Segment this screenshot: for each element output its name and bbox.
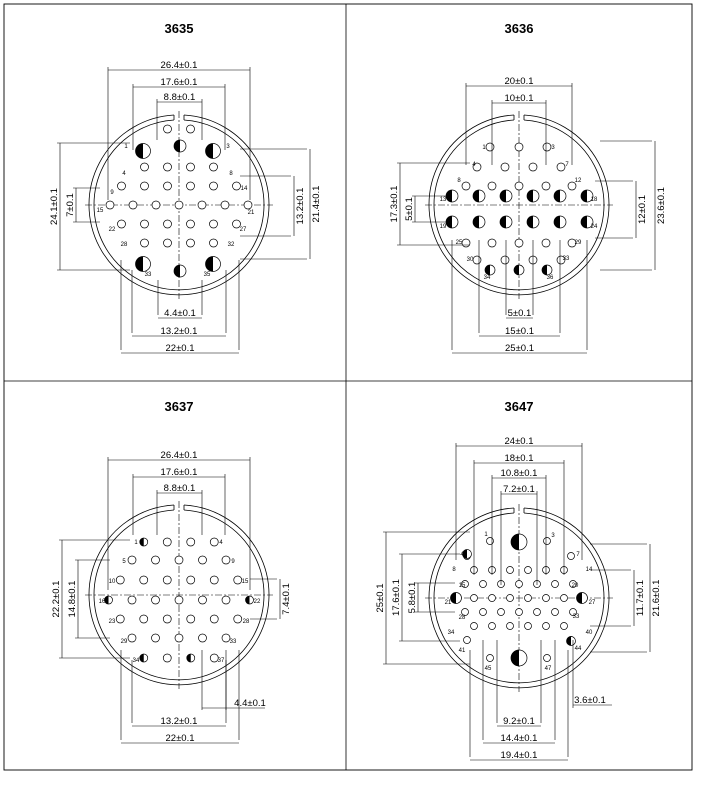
dimension-label: 19.4±0.1 xyxy=(500,750,538,761)
contact-pin xyxy=(234,615,242,623)
contact-pin xyxy=(516,581,523,588)
contact-pin xyxy=(501,163,509,171)
dimension-label: 18±0.1 xyxy=(504,453,534,464)
contact-pin xyxy=(552,609,559,616)
pin-number: 3 xyxy=(226,144,230,150)
contact-pin xyxy=(116,576,124,584)
pin-number: 7 xyxy=(565,162,569,168)
pin-number: 14 xyxy=(585,567,593,573)
contact-pin xyxy=(128,634,136,642)
contact-pin xyxy=(525,595,532,602)
contact-pin xyxy=(487,538,494,545)
dimension-label: 22±0.1 xyxy=(165,343,195,354)
drawing-title: 3637 xyxy=(164,399,194,414)
pin-number: 30 xyxy=(466,257,474,263)
dimension-label: 13.2±0.1 xyxy=(295,187,306,225)
contact-pin xyxy=(480,581,487,588)
pin-number: 45 xyxy=(484,666,492,672)
contact-pin xyxy=(164,182,172,190)
pin-number: 10 xyxy=(108,579,116,585)
drawing-title: 3647 xyxy=(504,399,534,414)
contact-pin xyxy=(163,538,171,546)
contact-pin xyxy=(164,125,172,133)
contact-pin xyxy=(199,596,207,604)
contact-pin xyxy=(552,581,559,588)
pin-number: 4 xyxy=(460,552,464,558)
pin-number: 19 xyxy=(439,224,447,230)
contact-fill xyxy=(140,654,144,662)
contact-pin xyxy=(473,256,481,264)
contact-fill xyxy=(577,593,583,604)
contact-pin xyxy=(222,596,230,604)
pin-number: 47 xyxy=(544,666,552,672)
contact-pin xyxy=(233,182,241,190)
contact-fill xyxy=(500,190,506,202)
contact-pin xyxy=(501,256,509,264)
contact-pin xyxy=(471,595,478,602)
contact-pin xyxy=(507,567,514,574)
dimension-label: 23.6±0.1 xyxy=(656,187,667,224)
contact-pin xyxy=(187,125,195,133)
dimension-label: 13.2±0.1 xyxy=(160,716,198,727)
contact-pin xyxy=(163,615,171,623)
contact-pin xyxy=(175,556,183,564)
contact-pin xyxy=(152,634,160,642)
pin-number: 23 xyxy=(108,619,116,625)
contact-pin xyxy=(128,596,136,604)
contact-pin xyxy=(198,201,206,209)
contact-pin xyxy=(462,239,470,247)
pin-number: 33 xyxy=(562,256,570,262)
contact-pin xyxy=(515,239,523,247)
pin-number: 22 xyxy=(253,599,261,605)
dimension-label: 25±0.1 xyxy=(375,583,386,613)
contact-fill xyxy=(567,637,572,646)
pin-number: 34 xyxy=(132,658,140,664)
pin-number: 9 xyxy=(110,190,114,196)
contact-pin xyxy=(187,182,195,190)
pin-number: 15 xyxy=(96,208,104,214)
contact-fill xyxy=(554,190,560,202)
dimension-label: 8.8±0.1 xyxy=(163,92,196,103)
contact-pin xyxy=(141,220,149,228)
contact-fill xyxy=(514,265,519,275)
contact-pin xyxy=(525,623,532,630)
contact-pin xyxy=(544,538,551,545)
dimension-label: 26.4±0.1 xyxy=(160,60,198,71)
contact-pin xyxy=(187,239,195,247)
contact-fill xyxy=(174,265,180,277)
dimension-label: 7.4±0.1 xyxy=(281,583,292,615)
contact-fill xyxy=(136,257,144,272)
pin-number: 28 xyxy=(242,619,250,625)
contact-fill xyxy=(136,144,144,159)
pin-number: 9 xyxy=(231,559,235,565)
dimension-label: 20±0.1 xyxy=(504,76,534,87)
contact-fill xyxy=(174,140,180,152)
pin-number: 24 xyxy=(590,224,598,230)
contact-pin xyxy=(489,595,496,602)
contact-fill xyxy=(473,190,479,202)
dimension-label: 5±0.1 xyxy=(507,308,532,319)
pin-number: 21 xyxy=(247,210,255,216)
dimension-label: 5.8±0.1 xyxy=(407,581,418,614)
contact-pin xyxy=(489,623,496,630)
contact-fill xyxy=(473,216,479,228)
pin-number: 4 xyxy=(219,540,223,546)
contact-pin xyxy=(487,655,494,662)
contact-pin xyxy=(221,201,229,209)
pin-number: 15 xyxy=(458,583,466,589)
contact-pin xyxy=(210,239,218,247)
contact-pin xyxy=(557,163,565,171)
contact-fill xyxy=(500,216,506,228)
contact-pin xyxy=(544,655,551,662)
contact-pin xyxy=(175,634,183,642)
pin-number: 8 xyxy=(452,567,456,573)
contact-pin xyxy=(488,239,496,247)
contact-fill xyxy=(527,190,533,202)
contact-pin xyxy=(163,576,171,584)
contact-pin xyxy=(118,220,126,228)
pin-number: 27 xyxy=(588,600,596,606)
pin-number: 41 xyxy=(458,648,466,654)
contact-pin xyxy=(210,538,218,546)
pin-number: 1 xyxy=(484,532,488,538)
contact-pin xyxy=(244,201,252,209)
pin-number: 37 xyxy=(217,658,225,664)
contact-pin xyxy=(199,556,207,564)
contact-pin xyxy=(515,143,523,151)
contact-pin xyxy=(164,239,172,247)
contact-pin xyxy=(471,623,478,630)
drawing-title: 3635 xyxy=(164,21,194,36)
dimension-label: 22.2±0.1 xyxy=(51,580,62,618)
dimension-label: 21.6±0.1 xyxy=(651,579,662,617)
pin-number: 34 xyxy=(447,630,455,636)
contact-pin xyxy=(542,182,550,190)
pin-number: 1 xyxy=(124,144,128,150)
contact-fill xyxy=(554,216,560,228)
contact-fill xyxy=(485,265,490,275)
pin-number: 4 xyxy=(122,171,126,177)
pin-number: 33 xyxy=(144,272,152,278)
dimension-label: 15±0.1 xyxy=(505,326,534,337)
contact-pin xyxy=(175,596,183,604)
contact-pin xyxy=(210,220,218,228)
contact-pin xyxy=(515,182,523,190)
contact-pin xyxy=(187,220,195,228)
contact-fill xyxy=(187,654,191,662)
contact-pin xyxy=(486,143,494,151)
dimension-label: 24.1±0.1 xyxy=(49,188,60,225)
pin-number: 13 xyxy=(439,197,447,203)
dimension-label: 9.2±0.1 xyxy=(503,716,535,727)
contact-fill xyxy=(581,190,587,202)
pin-number: 33 xyxy=(572,614,580,620)
pin-number: 29 xyxy=(120,639,128,645)
contact-pin xyxy=(116,615,124,623)
dimension-label: 12±0.1 xyxy=(637,195,648,224)
contact-pin xyxy=(543,595,550,602)
contact-pin xyxy=(464,637,471,644)
contact-pin xyxy=(210,163,218,171)
dimension-label: 17.6±0.1 xyxy=(160,467,198,478)
contact-pin xyxy=(152,596,160,604)
pin-number: 32 xyxy=(227,242,235,248)
dimension-label: 14.8±0.1 xyxy=(67,580,78,618)
contact-pin xyxy=(568,553,575,560)
pin-number: 35 xyxy=(203,272,211,278)
pin-number: 28 xyxy=(458,615,466,621)
contact-fill xyxy=(206,257,213,272)
dimension-label: 17.6±0.1 xyxy=(391,579,402,616)
pin-number: 20 xyxy=(571,583,579,589)
contact-pin xyxy=(561,595,568,602)
pin-number: 27 xyxy=(239,227,247,233)
contact-pin xyxy=(164,220,172,228)
contact-fill xyxy=(542,265,547,275)
pin-number: 22 xyxy=(108,227,116,233)
dimension-label: 24±0.1 xyxy=(504,436,534,447)
contact-pin xyxy=(106,201,114,209)
dimension-label: 8.8±0.1 xyxy=(163,483,196,494)
pin-number: 16 xyxy=(98,599,106,605)
contact-pin xyxy=(222,556,230,564)
dimension-label: 4.4±0.1 xyxy=(234,698,266,709)
dimension-label: 13.2±0.1 xyxy=(160,326,198,337)
contact-pin xyxy=(210,615,218,623)
pin-number: 40 xyxy=(585,630,593,636)
drawing-title: 3636 xyxy=(504,21,534,36)
contact-pin xyxy=(140,615,148,623)
dimension-label: 7±0.1 xyxy=(65,193,76,217)
pin-number: 12 xyxy=(574,178,582,184)
pin-number: 14 xyxy=(240,186,248,192)
pin-number: 15 xyxy=(241,579,249,585)
contact-fill xyxy=(206,144,213,159)
contact-fill xyxy=(527,216,533,228)
contact-pin xyxy=(234,576,242,584)
pin-number: 21 xyxy=(444,600,452,606)
contact-pin xyxy=(507,623,514,630)
pin-number: 44 xyxy=(574,646,582,652)
contact-pin xyxy=(210,576,218,584)
dimension-label: 5±0.1 xyxy=(404,197,415,221)
contact-pin xyxy=(128,556,136,564)
pin-number: 33 xyxy=(229,639,237,645)
dimension-label: 21.4±0.1 xyxy=(311,185,322,223)
contact-pin xyxy=(187,576,195,584)
contact-pin xyxy=(164,163,172,171)
contact-pin xyxy=(187,538,195,546)
pin-number: 25 xyxy=(455,240,463,246)
contact-fill xyxy=(511,534,519,550)
dimension-label: 4.4±0.1 xyxy=(164,308,196,319)
contact-fill xyxy=(581,216,587,228)
contact-pin xyxy=(141,182,149,190)
drawing-3636 xyxy=(389,21,667,354)
contact-pin xyxy=(187,163,195,171)
contact-pin xyxy=(199,634,207,642)
pin-number: 28 xyxy=(120,242,128,248)
dimension-label: 26.4±0.1 xyxy=(160,450,198,461)
contact-pin xyxy=(516,609,523,616)
contact-pin xyxy=(480,609,487,616)
contact-pin xyxy=(140,576,148,584)
contact-pin xyxy=(507,595,514,602)
contact-pin xyxy=(542,239,550,247)
contact-pin xyxy=(141,163,149,171)
dimension-label: 11.7±0.1 xyxy=(635,579,646,617)
pin-number: 29 xyxy=(574,240,582,246)
pin-number: 8 xyxy=(229,171,233,177)
pin-number: 5 xyxy=(122,559,126,565)
contact-pin xyxy=(534,609,541,616)
pin-number: 3 xyxy=(551,145,555,151)
pin-number: 7 xyxy=(576,552,580,558)
pin-number: 8 xyxy=(457,178,461,184)
drawing-3637 xyxy=(51,399,292,744)
pin-number: 36 xyxy=(546,275,554,281)
contact-pin xyxy=(488,182,496,190)
drawing-3635 xyxy=(49,21,322,354)
pin-number: 1 xyxy=(482,145,486,151)
contact-pin xyxy=(210,182,218,190)
contact-pin xyxy=(529,163,537,171)
dimension-label: 7.2±0.1 xyxy=(503,484,535,495)
dimension-label: 10±0.1 xyxy=(504,93,534,104)
contact-pin xyxy=(525,567,532,574)
contact-pin xyxy=(498,609,505,616)
contact-pin xyxy=(129,201,137,209)
contact-pin xyxy=(187,615,195,623)
dimension-label: 14.4±0.1 xyxy=(500,733,538,744)
pin-number: 4 xyxy=(472,162,476,168)
drawing-3647 xyxy=(375,399,662,761)
contact-pin xyxy=(175,201,183,209)
dimension-label: 17.3±0.1 xyxy=(389,185,400,223)
dimension-label: 3.6±0.1 xyxy=(574,695,606,706)
contact-pin xyxy=(141,239,149,247)
pin-number: 1 xyxy=(134,540,138,546)
contact-fill xyxy=(246,596,250,604)
dimension-label: 17.6±0.1 xyxy=(160,77,198,88)
pin-number: 3 xyxy=(551,533,555,539)
contact-fill xyxy=(511,650,519,666)
contact-pin xyxy=(152,201,160,209)
dimension-label: 22±0.1 xyxy=(165,733,195,744)
contact-pin xyxy=(543,143,551,151)
pin-number: 18 xyxy=(590,197,598,203)
contact-pin xyxy=(118,182,126,190)
contact-fill xyxy=(140,538,144,546)
dimension-label: 10.8±0.1 xyxy=(500,468,538,479)
contact-pin xyxy=(561,623,568,630)
pin-number: 34 xyxy=(483,275,491,281)
contact-pin xyxy=(462,182,470,190)
contact-pin xyxy=(543,623,550,630)
contact-pin xyxy=(163,654,171,662)
contact-pin xyxy=(152,556,160,564)
dimension-label: 25±0.1 xyxy=(505,343,534,354)
